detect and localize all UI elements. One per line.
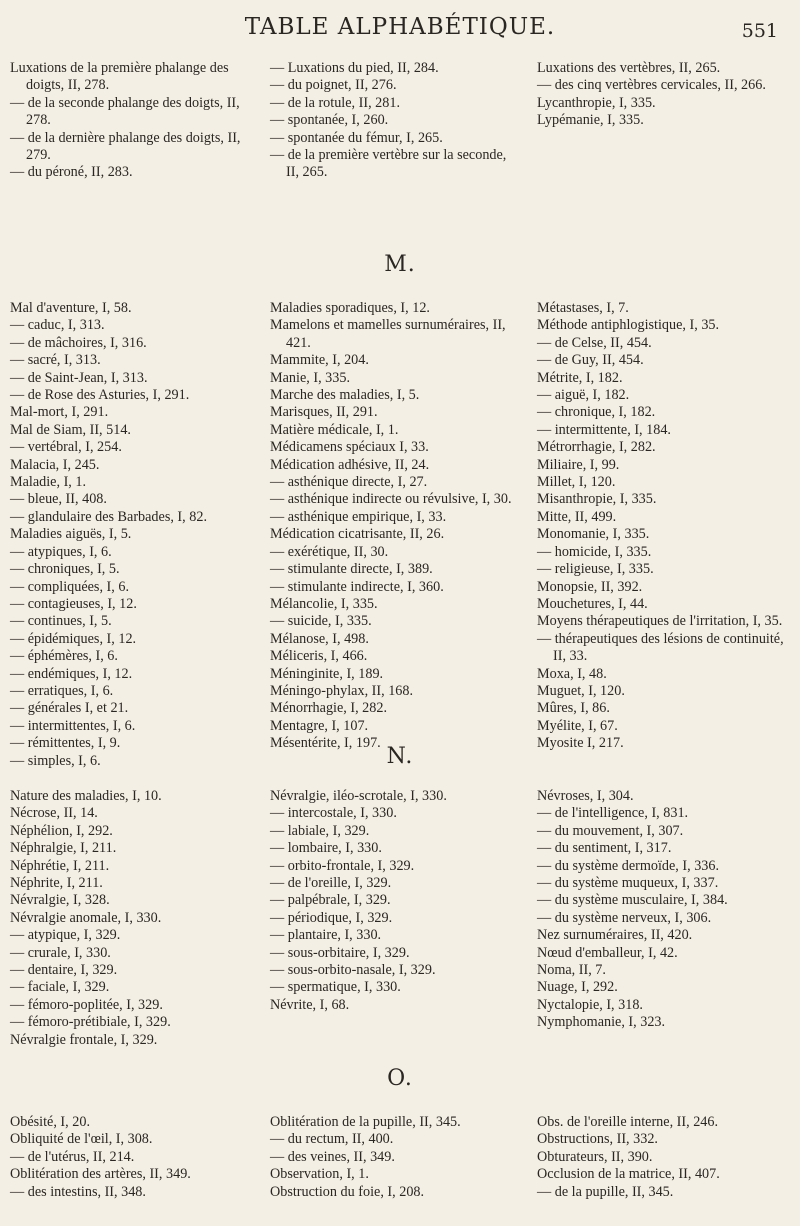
index-entry: — chroniques, I, 5. — [10, 561, 120, 578]
index-entry: Marche des maladies, I, 5. — [270, 387, 420, 404]
index-entry: — orbito-frontale, I, 329. — [270, 857, 415, 874]
column-2 — [270, 1114, 518, 1201]
index-entry: — de l'oreille, I, 329. — [270, 875, 392, 892]
index-entry: — caduc, I, 313. — [10, 317, 105, 334]
index-entry: Maladie, I, 1. — [10, 474, 87, 491]
index-entry: — de la pupille, II, 345. — [537, 1183, 674, 1200]
index-entry: — sous-orbito-nasale, I, 329. — [270, 962, 436, 979]
index-entry: Méninginite, I, 189. — [270, 665, 384, 682]
index-entry: — générales I, et 21. — [10, 700, 129, 717]
index-entry: Névralgie, I, 328. — [10, 892, 110, 909]
index-entry: Nymphomanie, I, 323. — [537, 1014, 666, 1031]
index-entry: — glandulaire des Barbades, I, 82. — [10, 508, 207, 525]
index-entry: — sacré, I, 313. — [10, 352, 101, 369]
index-entry: Méliceris, I, 466. — [270, 648, 368, 665]
index-entry: — des intestins, II, 348. — [10, 1183, 146, 1200]
index-entry: — suicide, I, 335. — [270, 613, 372, 630]
index-entry: — du péroné, II, 283. — [10, 164, 133, 181]
index-entry: — de l'intelligence, I, 831. — [537, 805, 689, 822]
index-entry: Mamelons et mamelles surnuméraires, II, 421. — [270, 317, 506, 351]
index-entry: — spermatique, I, 330. — [270, 979, 401, 996]
index-entry: Luxations de la première phalange des doigts, II, 278. — [10, 60, 229, 94]
index-entry: Mûres, I, 86. — [537, 700, 610, 717]
index-entry: — spontanée du fémur, I, 265. — [270, 129, 443, 146]
index-entry: — du système dermoïde, I, 336. — [537, 857, 720, 874]
index-entry: Médicamens spéciaux I, 33. — [270, 439, 429, 456]
index-entry: — bleue, II, 408. — [10, 491, 107, 508]
column-2 — [270, 788, 518, 1014]
index-entry: — des veines, II, 349. — [270, 1148, 395, 1165]
index-entry: — de la première vertèbre sur la seconde, II, 265. — [270, 147, 507, 181]
column-1 — [10, 1114, 258, 1201]
index-entry: Mentagre, I, 107. — [270, 717, 369, 734]
index-entry: Moxa, I, 48. — [537, 665, 607, 682]
index-entry: — de l'utérus, II, 214. — [10, 1148, 135, 1165]
index-entry: — Luxations du pied, II, 284. — [270, 60, 439, 76]
index-entry: — compliquées, I, 6. — [10, 578, 129, 595]
index-entry: — intermittentes, I, 6. — [10, 717, 136, 734]
index-entry: Myélite, I, 67. — [537, 717, 618, 734]
index-entry: — de Celse, II, 454. — [537, 334, 652, 351]
index-entry: — dentaire, I, 329. — [10, 962, 118, 979]
index-entry: Névrite, I, 68. — [270, 996, 350, 1013]
index-entry: — labiale, I, 329. — [270, 822, 370, 839]
page-number: 551 — [741, 20, 778, 42]
index-entry: — endémiques, I, 12. — [10, 665, 133, 682]
index-entry: — aiguë, I, 182. — [537, 387, 630, 404]
index-entry: — des cinq vertèbres cervicales, II, 266. — [537, 77, 766, 94]
index-entry: Mélancolie, I, 335. — [270, 595, 378, 612]
index-entry: Oblitération des artères, II, 349. — [10, 1166, 191, 1183]
letter-heading-n: N. — [386, 744, 414, 769]
column-3 — [537, 60, 793, 130]
index-entry: — erratiques, I, 6. — [10, 682, 114, 699]
letter-heading-m: M. — [384, 252, 416, 277]
index-entry: Névroses, I, 304. — [537, 788, 634, 804]
index-entry: Névralgie frontale, I, 329. — [10, 1031, 158, 1048]
index-entry: — du système nerveux, I, 306. — [537, 909, 712, 926]
index-entry: — atypiques, I, 6. — [10, 543, 112, 560]
index-entry: — chronique, I, 182. — [537, 404, 656, 421]
index-entry: Médication adhésive, II, 24. — [270, 456, 430, 473]
index-entry: — de la seconde phalange des doigts, II, 278. — [10, 94, 240, 129]
index-entry: — fémoro-prétibiale, I, 329. — [10, 1014, 171, 1031]
index-entry: — asthénique empirique, I, 33. — [270, 508, 447, 525]
index-entry: — asthénique directe, I, 27. — [270, 474, 428, 491]
index-entry: — exérétique, II, 30. — [270, 543, 389, 560]
index-entry: Nyctalopie, I, 318. — [537, 996, 643, 1013]
index-entry: — palpébrale, I, 329. — [270, 892, 391, 909]
index-entry: Maladies aiguës, I, 5. — [10, 526, 132, 543]
letter-heading-o: O. — [387, 1066, 413, 1091]
index-entry: — atypique, I, 329. — [10, 927, 121, 944]
index-entry: — rémittentes, I, 9. — [10, 735, 121, 752]
index-entry: Mal de Siam, II, 514. — [10, 421, 131, 438]
index-entry: — de la dernière phalange des doigts, II, 279. — [10, 129, 241, 164]
index-entry: Néphélion, I, 292. — [10, 822, 113, 839]
index-entry: — du rectum, II, 400. — [270, 1131, 394, 1148]
index-entry: Nœud d'emballeur, I, 42. — [537, 944, 678, 961]
index-entry: Nez surnuméraires, II, 420. — [537, 927, 693, 944]
index-entry: — simples, I, 6. — [10, 752, 101, 769]
index-entry: — spontanée, I, 260. — [270, 112, 389, 129]
index-entry: Monopsie, II, 392. — [537, 578, 643, 595]
index-entry: Méthode antiphlogistique, I, 35. — [537, 317, 720, 334]
index-entry: Méningo-phylax, II, 168. — [270, 682, 414, 699]
index-entry: Névralgie anomale, I, 330. — [10, 909, 162, 926]
index-entry: Mammite, I, 204. — [270, 352, 369, 369]
index-entry: — du système musculaire, I, 384. — [537, 892, 728, 909]
column-1 — [10, 60, 258, 182]
column-2 — [270, 300, 518, 753]
index-entry: Mal-mort, I, 291. — [10, 404, 109, 421]
index-entry: Millet, I, 120. — [537, 474, 616, 491]
index-entry: — de mâchoires, I, 316. — [10, 334, 147, 351]
index-entry: Monomanie, I, 335. — [537, 526, 650, 543]
index-entry: Nécrose, II, 14. — [10, 805, 98, 822]
index-entry: Obs. de l'oreille interne, II, 246. — [537, 1114, 719, 1130]
index-entry: — faciale, I, 329. — [10, 979, 110, 996]
index-entry: Lypémanie, I, 335. — [537, 112, 644, 129]
index-entry: — contagieuses, I, 12. — [10, 595, 137, 612]
index-entry: — stimulante indirecte, I, 360. — [270, 578, 444, 595]
index-entry: — du sentiment, I, 317. — [537, 840, 672, 857]
index-entry: Métastases, I, 7. — [537, 300, 629, 316]
index-entry: Noma, II, 7. — [537, 962, 606, 979]
index-entry: Marisques, II, 291. — [270, 404, 378, 421]
index-entry: Malacia, I, 245. — [10, 456, 100, 473]
index-entry: Néphralgie, I, 211. — [10, 840, 117, 857]
index-entry: Mouchetures, I, 44. — [537, 595, 648, 612]
index-entry: Matière médicale, I, 1. — [270, 421, 399, 438]
index-entry: Nature des maladies, I, 10. — [10, 788, 162, 804]
index-entry: — de Saint-Jean, I, 313. — [10, 369, 148, 386]
index-entry: Myosite I, 217. — [537, 735, 624, 752]
index-entry: Manie, I, 335. — [270, 369, 350, 386]
index-entry: Nuage, I, 292. — [537, 979, 618, 996]
index-entry: — plantaire, I, 330. — [270, 927, 382, 944]
index-entry: Ménorrhagie, I, 282. — [270, 700, 388, 717]
index-entry: — éphémères, I, 6. — [10, 648, 118, 665]
index-entry: — de Rose des Asturies, I, 291. — [10, 387, 190, 404]
column-3 — [537, 1114, 793, 1201]
index-entry: Muguet, I, 120. — [537, 682, 625, 699]
index-entry: Mélanose, I, 498. — [270, 630, 369, 647]
index-entry: — épidémiques, I, 12. — [10, 630, 137, 647]
index-entry: Maladies sporadiques, I, 12. — [270, 300, 430, 316]
index-entry: — thérapeutiques des lésions de continuité, II, 33. — [537, 630, 784, 665]
index-entry: Médication cicatrisante, II, 26. — [270, 526, 445, 543]
index-entry: — homicide, I, 335. — [537, 543, 652, 560]
index-entry: Obturateurs, II, 390. — [537, 1148, 653, 1165]
index-entry: — fémoro-poplitée, I, 329. — [10, 996, 163, 1013]
index-entry: Néphrite, I, 211. — [10, 875, 103, 892]
index-entry: — du mouvement, I, 307. — [537, 822, 684, 839]
index-entry: Moyens thérapeutiques de l'irritation, I, 35. — [537, 613, 783, 630]
index-entry: — du système muqueux, I, 337. — [537, 875, 719, 892]
running-title: TABLE ALPHABÉTIQUE. — [244, 14, 556, 40]
index-entry: Mitte, II, 499. — [537, 508, 617, 525]
index-entry: — de Guy, II, 454. — [537, 352, 644, 369]
index-entry: Observation, I, 1. — [270, 1166, 369, 1183]
index-entry: Mésentérite, I, 197. — [270, 735, 381, 752]
index-entry: Métrite, I, 182. — [537, 369, 623, 386]
index-entry: Obstruction du foie, I, 208. — [270, 1183, 425, 1200]
index-entry: Néphrétie, I, 211. — [10, 857, 110, 874]
index-entry: Misanthropie, I, 335. — [537, 491, 657, 508]
index-entry: Obstructions, II, 332. — [537, 1131, 658, 1148]
column-3 — [537, 788, 793, 1032]
index-entry: — crurale, I, 330. — [10, 944, 111, 961]
index-entry: Lycanthropie, I, 335. — [537, 94, 656, 111]
index-entry: — vertébral, I, 254. — [10, 439, 122, 456]
index-entry: — périodique, I, 329. — [270, 909, 393, 926]
index-entry: Obésité, I, 20. — [10, 1114, 90, 1130]
page-header — [0, 14, 800, 54]
index-entry: Luxations des vertèbres, II, 265. — [537, 60, 721, 76]
index-entry: — religieuse, I, 335. — [537, 561, 654, 578]
index-entry: Métrorrhagie, I, 282. — [537, 439, 656, 456]
index-entry: Mal d'aventure, I, 58. — [10, 300, 132, 316]
index-entry: Occlusion de la matrice, II, 407. — [537, 1166, 720, 1183]
index-entry: — stimulante directe, I, 389. — [270, 561, 433, 578]
index-entry: — asthénique indirecte ou révulsive, I, 30. — [270, 491, 512, 508]
column-1 — [10, 788, 258, 1049]
index-entry: Miliaire, I, 99. — [537, 456, 620, 473]
index-entry: — du poignet, II, 276. — [270, 77, 397, 94]
index-entry: — intercostale, I, 330. — [270, 805, 397, 822]
index-entry: — de la rotule, II, 281. — [270, 94, 401, 111]
index-entry: — continues, I, 5. — [10, 613, 112, 630]
index-entry: Obliquité de l'œil, I, 308. — [10, 1131, 153, 1148]
column-2 — [270, 60, 518, 182]
index-entry: — sous-orbitaire, I, 329. — [270, 944, 410, 961]
column-3 — [537, 300, 793, 753]
index-entry: Névralgie, iléo-scrotale, I, 330. — [270, 788, 447, 804]
index-entry: Oblitération de la pupille, II, 345. — [270, 1114, 461, 1130]
index-entry: — lombaire, I, 330. — [270, 840, 382, 857]
index-entry: — intermittente, I, 184. — [537, 421, 671, 438]
column-1 — [10, 300, 258, 770]
